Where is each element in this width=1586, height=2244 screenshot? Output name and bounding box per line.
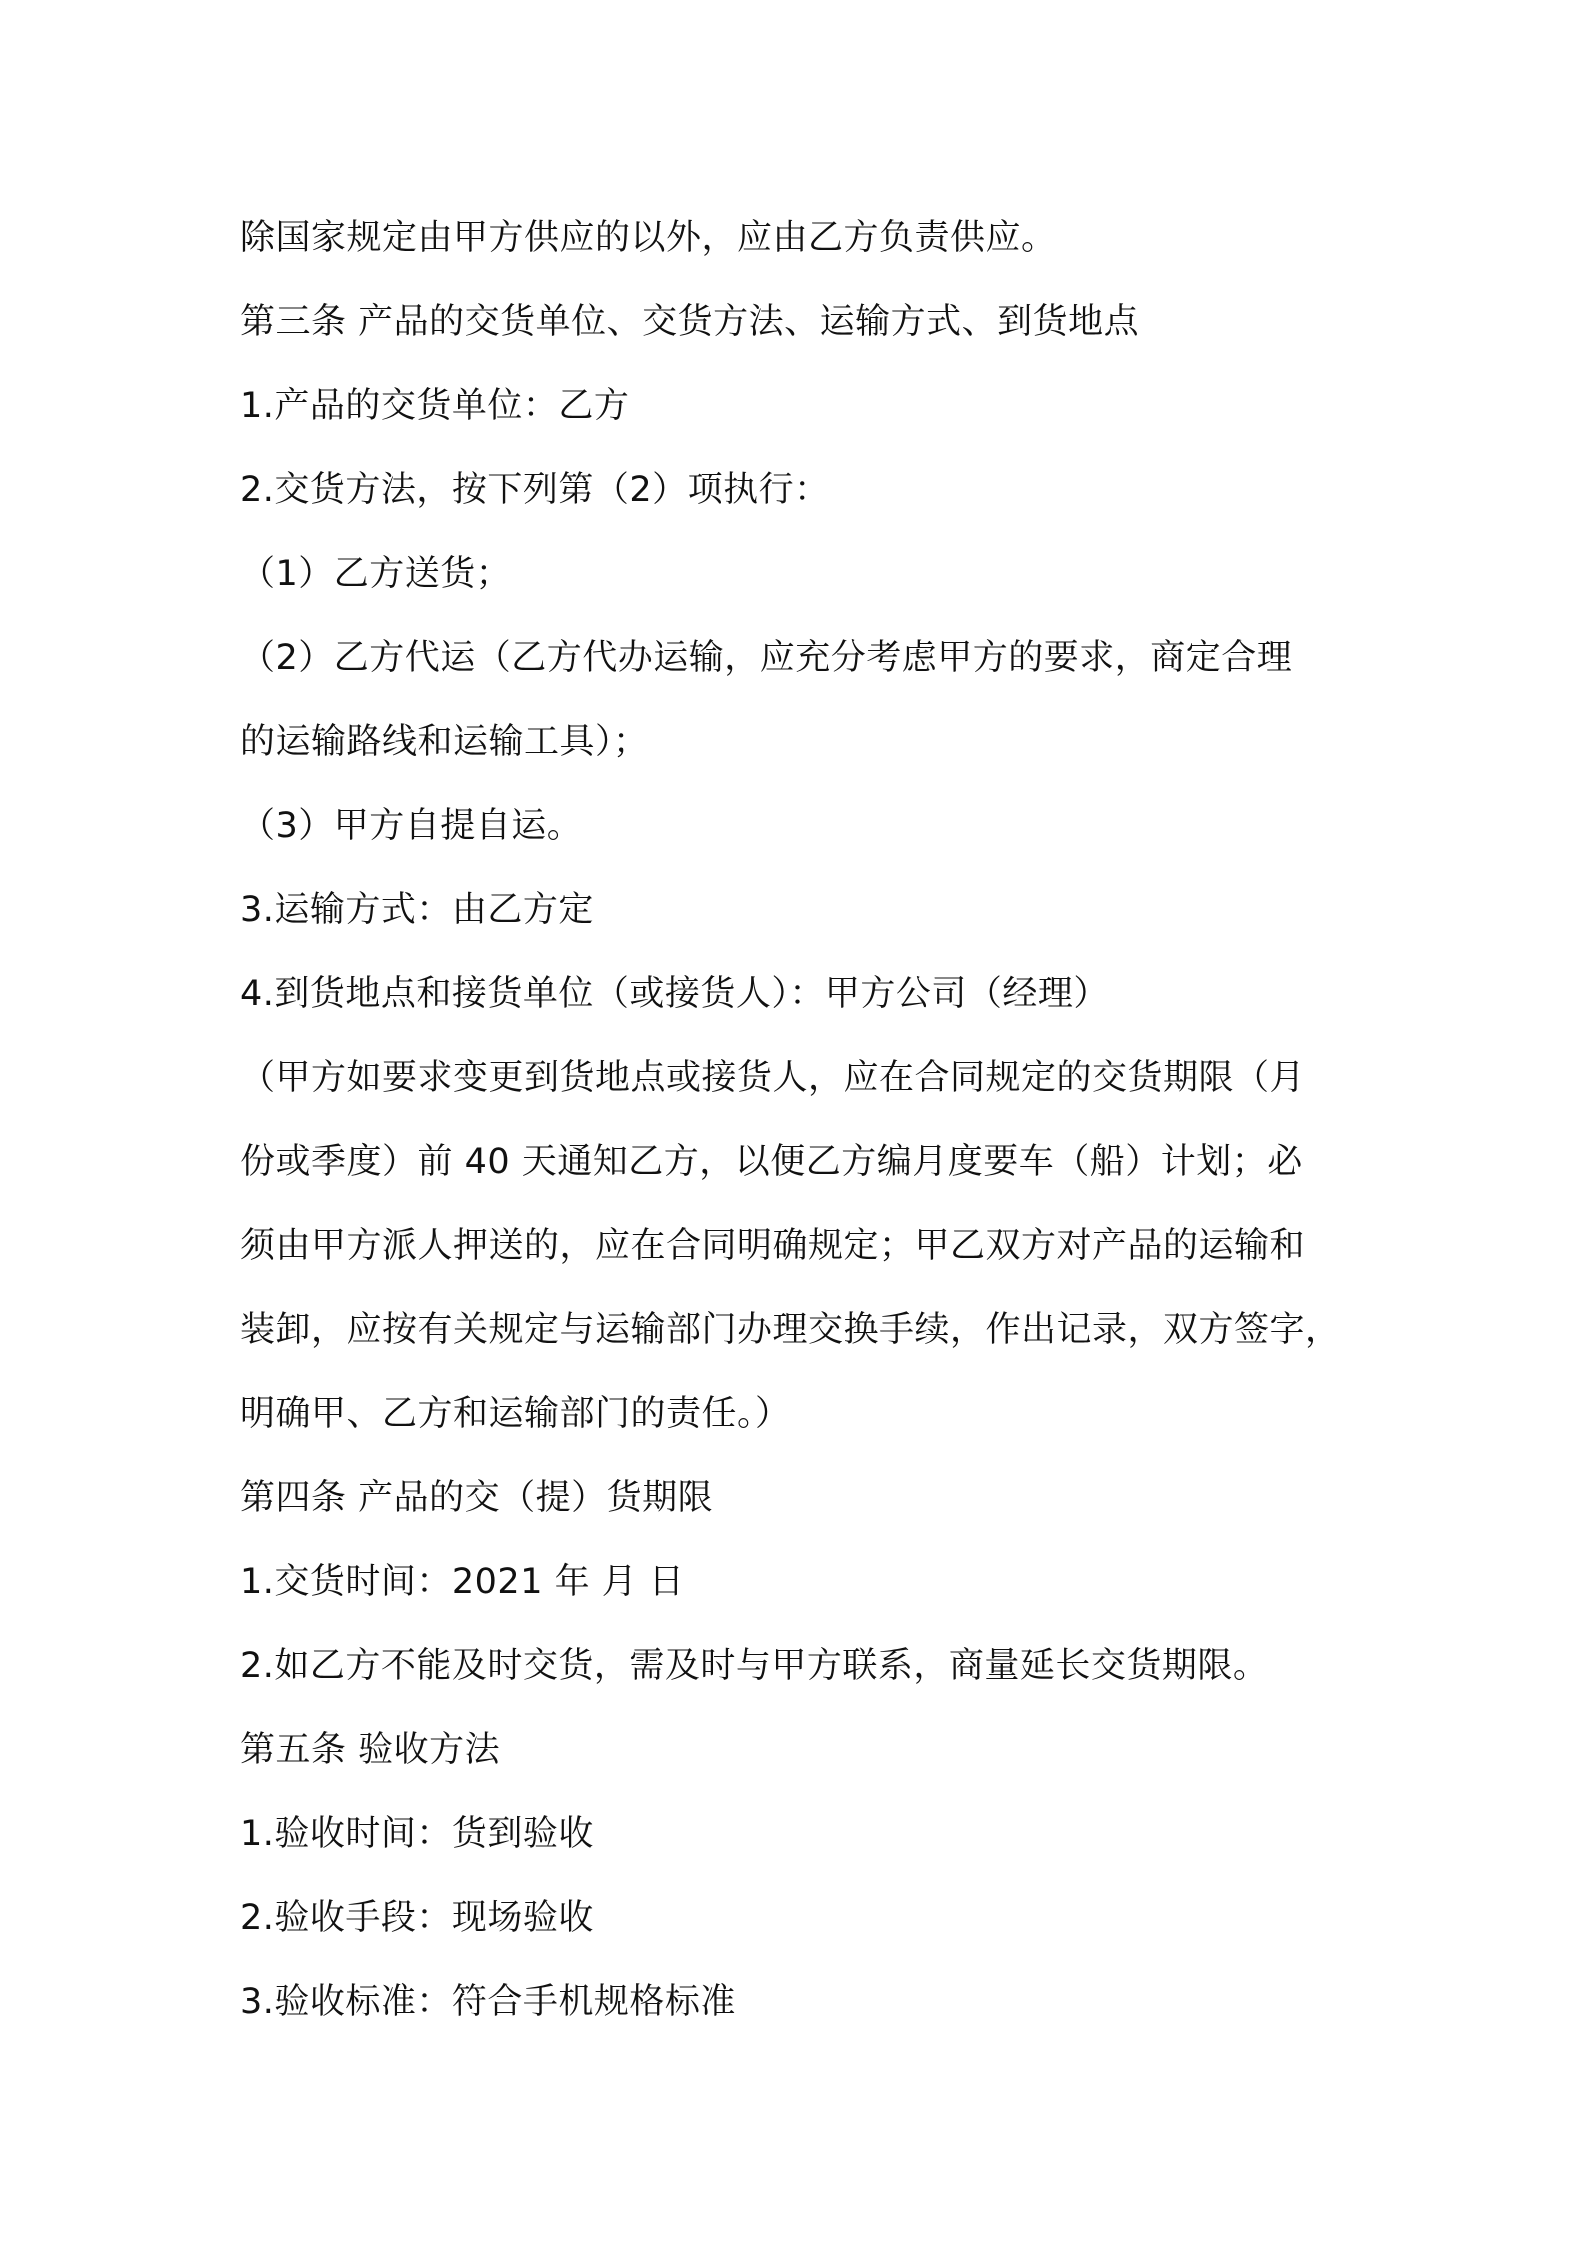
text-line: （3）甲方自提自运。 bbox=[240, 806, 583, 846]
text-line: 1.交货时间：2021 年 月 日 bbox=[240, 1562, 685, 1602]
text-line: 2.验收手段：现场验收 bbox=[240, 1898, 594, 1938]
text-line: 份或季度）前 40 天通知乙方，以便乙方编月度要车（船）计划；必 bbox=[240, 1142, 1303, 1182]
text-line: 3.验收标准：符合手机规格标准 bbox=[240, 1982, 736, 2022]
text-line: 4.到货地点和接货单位（或接货人）：甲方公司（经理） bbox=[240, 974, 1109, 1014]
text-line: （1）乙方送货； bbox=[240, 554, 512, 594]
text-line: 1.产品的交货单位：乙方 bbox=[240, 386, 630, 426]
text-line: 2.交货方法，按下列第（2）项执行： bbox=[240, 470, 830, 510]
section-heading: 第五条 验收方法 bbox=[240, 1730, 501, 1770]
text-line: （2）乙方代运（乙方代办运输，应充分考虑甲方的要求，商定合理 bbox=[240, 638, 1293, 678]
text-line: 须由甲方派人押送的，应在合同明确规定；甲乙双方对产品的运输和 bbox=[240, 1226, 1306, 1266]
text-line: 3.运输方式：由乙方定 bbox=[240, 890, 594, 930]
document-body bbox=[240, 196, 1360, 2044]
text-line: （甲方如要求变更到货地点或接货人，应在合同规定的交货期限（月 bbox=[240, 1058, 1306, 1098]
text-line: 1.验收时间：货到验收 bbox=[240, 1814, 594, 1854]
text-line: 装卸，应按有关规定与运输部门办理交换手续，作出记录，双方签字， bbox=[240, 1310, 1341, 1350]
text-line: 明确甲、乙方和运输部门的责任。） bbox=[240, 1394, 791, 1434]
text-line: 的运输路线和运输工具）； bbox=[240, 722, 649, 762]
text-line: 除国家规定由甲方供应的以外，应由乙方负责供应。 bbox=[240, 218, 1057, 258]
text-line: 2.如乙方不能及时交货，需及时与甲方联系，商量延长交货期限。 bbox=[240, 1646, 1269, 1686]
section-heading: 第三条 产品的交货单位、交货方法、运输方式、到货地点 bbox=[240, 302, 1140, 342]
section-heading: 第四条 产品的交（提）货期限 bbox=[240, 1478, 714, 1518]
